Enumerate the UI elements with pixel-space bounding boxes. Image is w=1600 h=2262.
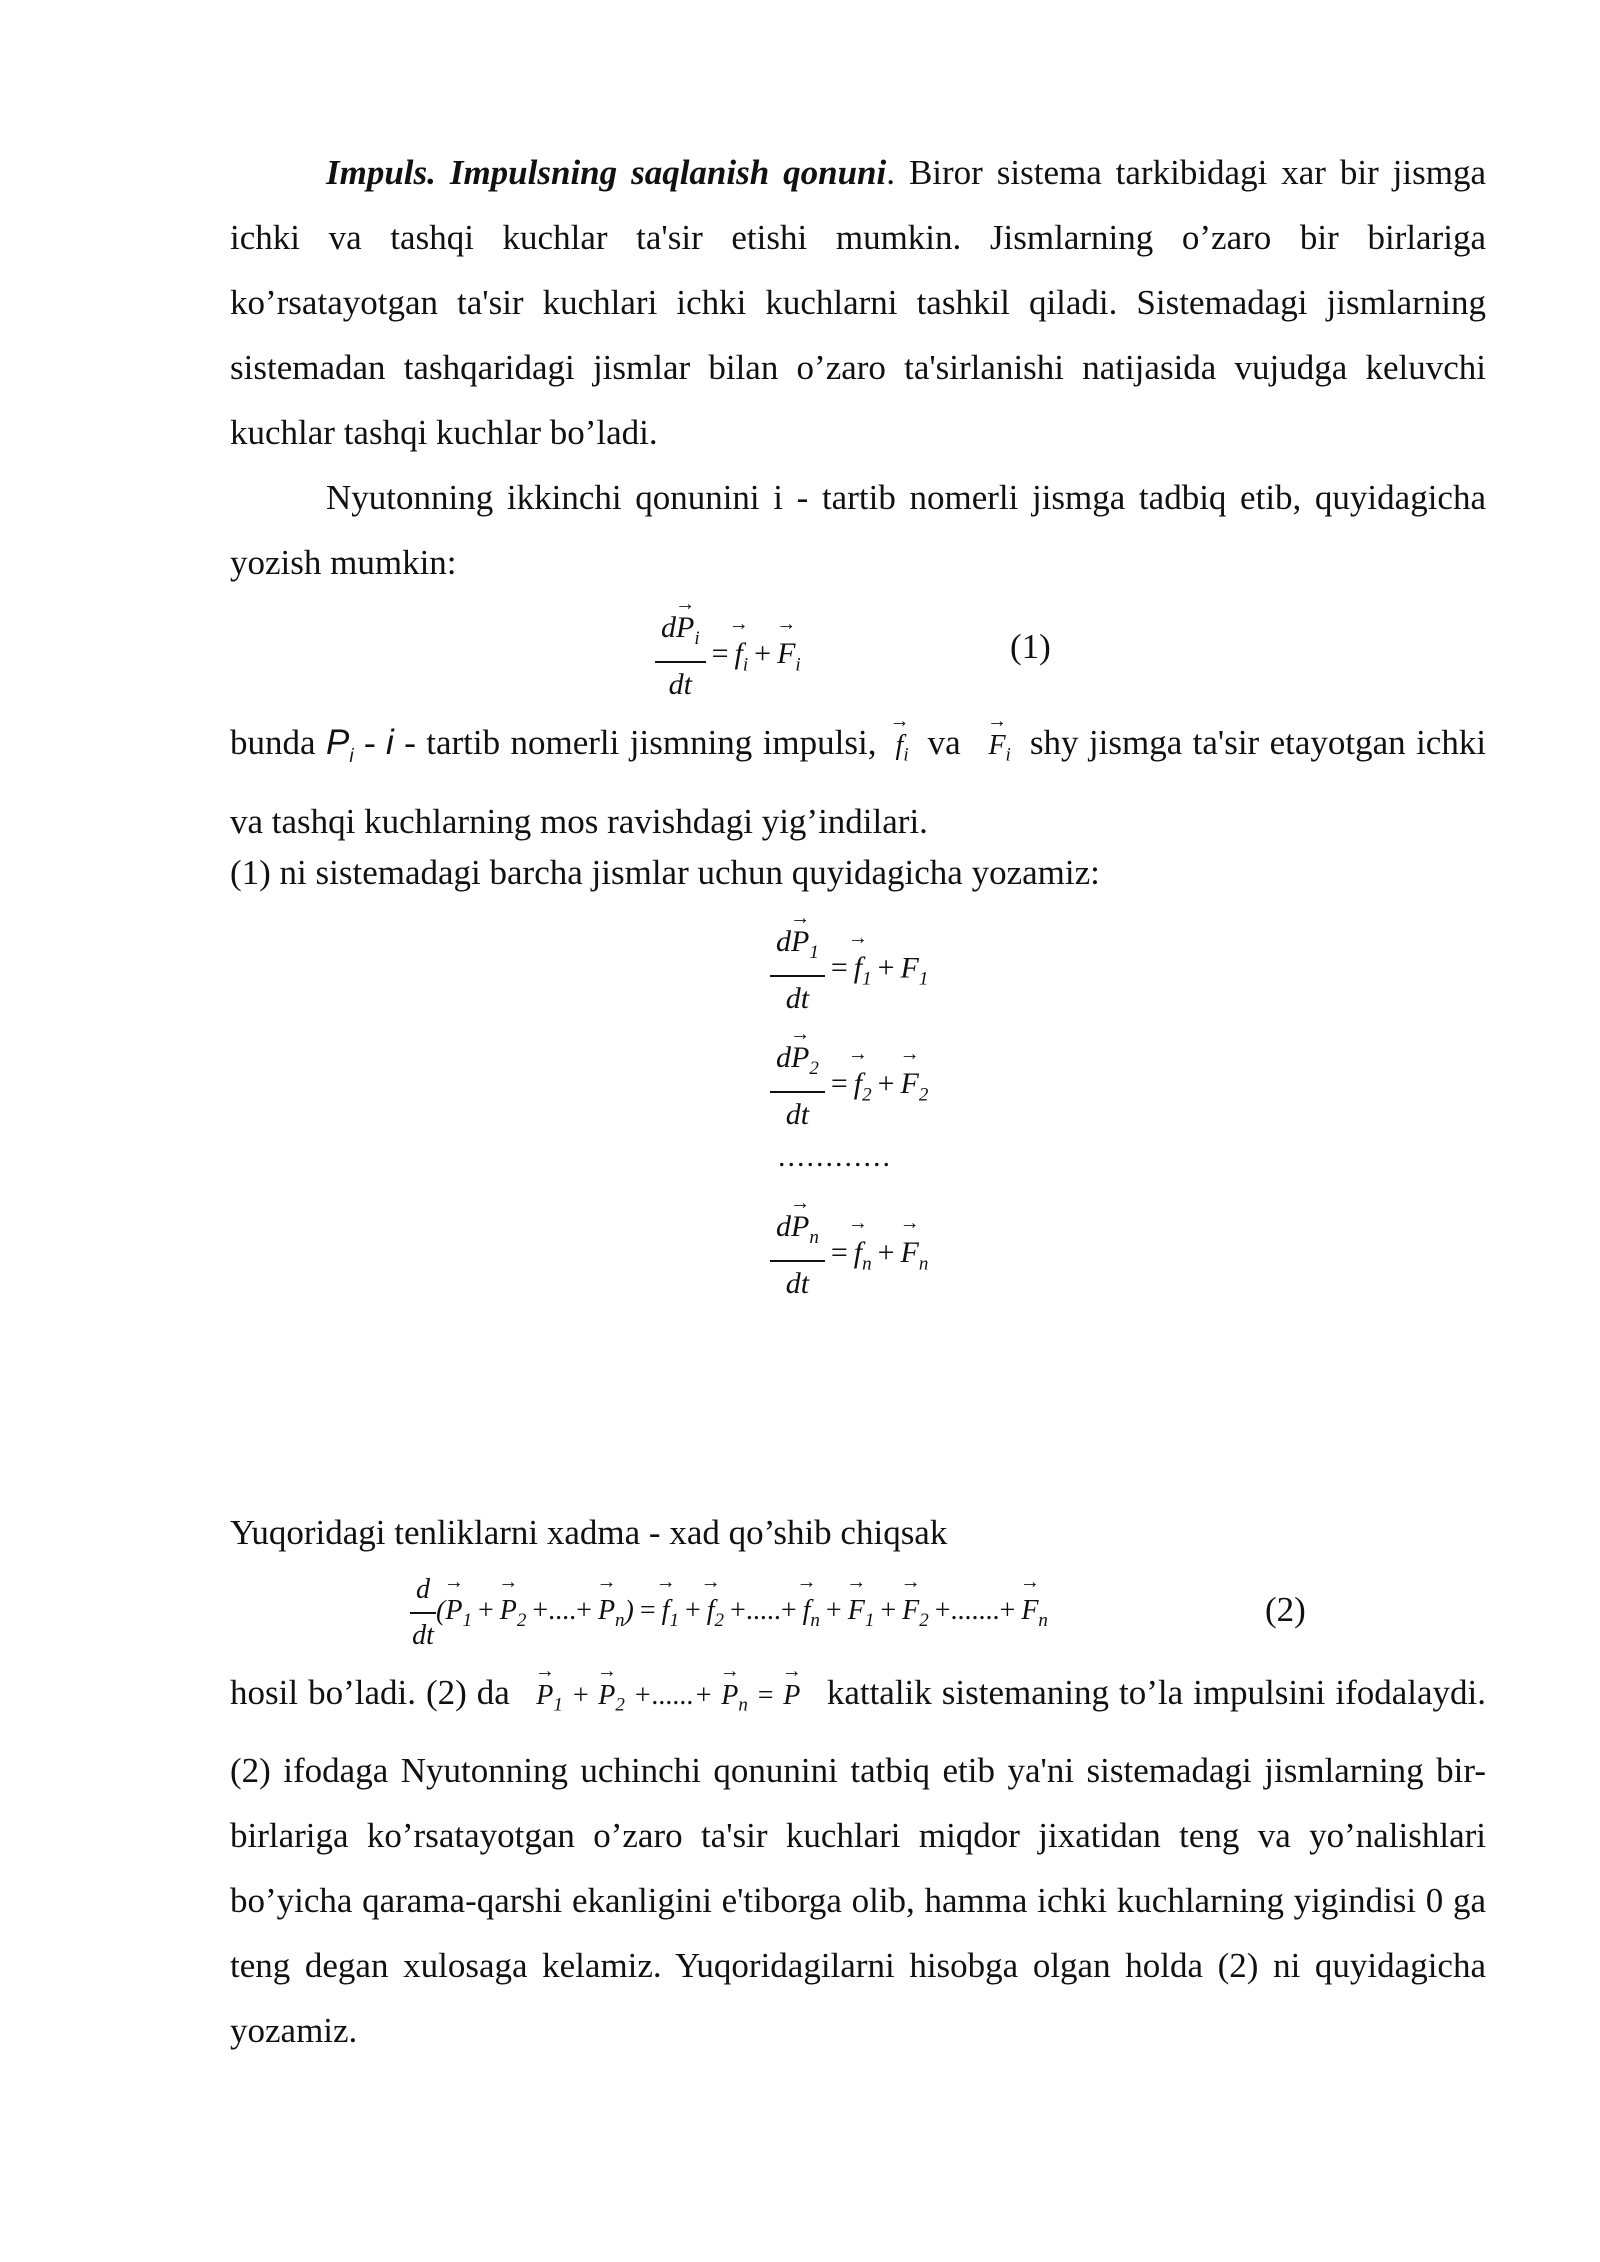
symbol-p: P <box>325 723 350 762</box>
section-heading: Impuls. Impulsning saqlanish qonuni <box>326 153 887 192</box>
equation-1-number: (1) <box>1010 627 1051 666</box>
paragraph-intro <box>230 140 1486 465</box>
paragraph-summing: Yuqoridagi tenliklarni xadma - xad qo’shib chiqsak <box>230 1513 948 1552</box>
paragraph-total-impulse: hosil bo’ladi. (2) da → $P_1$ + → $P_2$ +......+ → $P_n$ = → P kattalik sistemaning to’la impulsini ifodalaydi. (2) ifodaga Nyutonning uchinchi qonunini tatbiq etib ya'ni sistemadagi jismlarning bir-birlariga ko’rsatayotgan o’zaro ta'sir kuchlari miqdor jixatidan teng va yo’nalishlari bo’yicha qarama-qarshi ekanligini e'tiborga olib, hamma ichki kuchlarning yigindisi 0 ga teng degan xulosaga kelamiz. Yuqoridagilarni hisobga olgan holda (2) ni quyidagicha yozamiz. <box>230 1660 1486 2063</box>
equation-body-1: $\frac{d\to P_1}{dt}$ =→ $f_1 + F_1$ <box>770 920 928 1021</box>
symbol-F-i: → $F_i$ <box>971 730 1019 761</box>
symbol-i: i <box>386 723 394 762</box>
equation-2: $\frac{d}{dt}$ (→ $P_1 +\to P_2$ +....+→ $P_n) =\to f_1 +\to f_2$ +.....+→ $f_n +\to F_1 +\to F_2$ +.......+→ $F_n$ <box>410 1568 1048 1658</box>
equation-total-impulse: → $P_1$ + → $P_2$ +......+ → $P_n$ = → P <box>520 1680 817 1711</box>
paragraph-intro-text: . Biror sistema tarkibidagi xar bir jismga ichki va tashqi kuchlar ta'sir etishi mumkin. Jismlarning o’zaro bir birlariga ko’rsatayotgan ta'sir kuchlari ichki kuchlarni tashkil qiladi. Sistemadagi jismlarning sistemadan tashqaridagi jismlar bilan o’zaro ta'sirlanishi natijasida vujudga keluvchi kuchlar tashqi kuchlar bo’ladi. <box>230 153 1486 452</box>
paragraph-where: bunda $P_i$ - i - tartib nomerli jismning impulsi, → $f_i$ va → $F_i$ shy jismga ta'sir etayotgan ichki va tashqi kuchlarning mos ravishdagi yig’indilari. <box>230 710 1486 854</box>
equation-body-2: $\frac{d\to P_2}{dt}$ =→ $f_2 +\to F_2$ <box>770 1036 928 1137</box>
equation-2-number: (2) <box>1265 1590 1306 1629</box>
equation-ellipsis: ............ <box>778 1140 892 1173</box>
paragraph-newton-second-law: Nyutonning ikkinchi qonunini i - tartib nomerli jismga tadbiq etib, quyidagicha yozish mumkin: <box>230 478 1486 582</box>
symbol-f-i: → $f_i$ <box>887 730 917 761</box>
paragraph-all-bodies: (1) ni sistemadagi barcha jismlar uchun quyidagicha yozamiz: <box>230 853 1100 892</box>
equation-1: $\frac{d\to P_i}{dt}$ =→ $f_i +\to F_i$ <box>655 606 801 707</box>
equation-body-n: $\frac{d\to P_n}{dt}$ =→ $f_n +\to F_n$ <box>770 1205 928 1306</box>
